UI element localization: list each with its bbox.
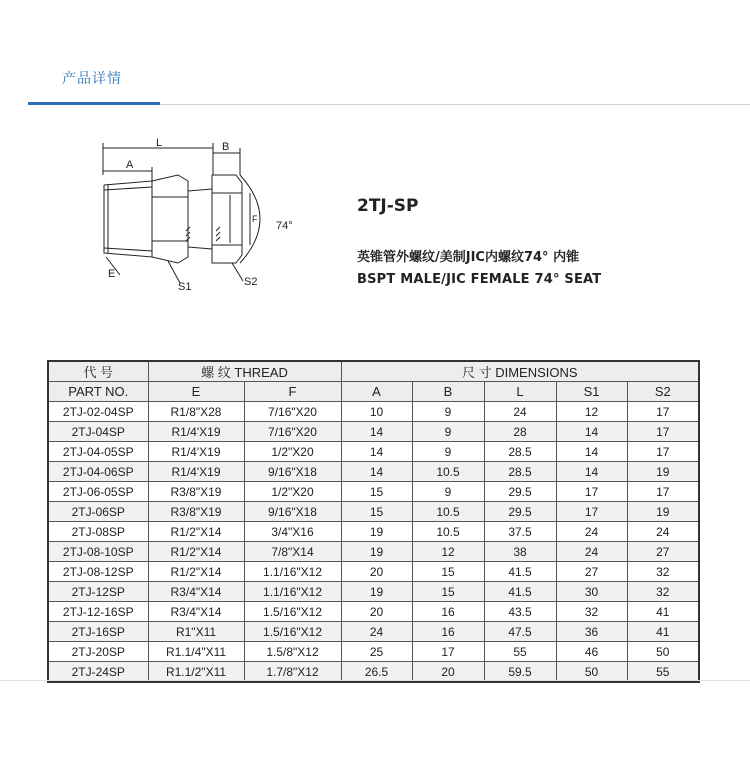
cell-s1: 12 <box>556 402 627 422</box>
cell-s2: 24 <box>627 522 699 542</box>
cell-s2: 27 <box>627 542 699 562</box>
header-f: F <box>244 382 341 402</box>
cell-s2: 41 <box>627 602 699 622</box>
table-row <box>48 582 699 602</box>
cell-a: 26.5 <box>341 662 412 683</box>
header-s2: S2 <box>627 382 699 402</box>
table-row <box>48 482 699 502</box>
cell-a: 15 <box>341 502 412 522</box>
cell-b: 20 <box>412 662 484 683</box>
header-l: L <box>484 382 556 402</box>
cell-l: 28.5 <box>484 462 556 482</box>
cell-f: 1.5/8"X12 <box>244 642 341 662</box>
cell-e: R1/4'X19 <box>148 462 244 482</box>
cell-s1: 32 <box>556 602 627 622</box>
cell-e: R1.1/4"X11 <box>148 642 244 662</box>
cell-part-no: 2TJ-06-05SP <box>48 482 148 502</box>
cell-f: 9/16"X18 <box>244 462 341 482</box>
table-row <box>48 502 699 522</box>
cell-e: R1/2"X14 <box>148 522 244 542</box>
cell-e: R3/4"X14 <box>148 602 244 622</box>
cell-s2: 19 <box>627 502 699 522</box>
header-part-no: PART NO. <box>48 382 148 402</box>
header-e: E <box>148 382 244 402</box>
header-thread: 螺 纹 THREAD <box>148 361 341 382</box>
cell-s2: 55 <box>627 662 699 683</box>
cell-s1: 46 <box>556 642 627 662</box>
cell-f: 1.5/16"X12 <box>244 602 341 622</box>
cell-a: 10 <box>341 402 412 422</box>
cell-part-no: 2TJ-02-04SP <box>48 402 148 422</box>
cell-e: R3/8"X19 <box>148 502 244 522</box>
cell-b: 17 <box>412 642 484 662</box>
table-row <box>48 522 699 542</box>
cell-part-no: 2TJ-12SP <box>48 582 148 602</box>
dim-label-s2: S2 <box>244 276 258 288</box>
table-row <box>48 622 699 642</box>
cell-e: R1/4'X19 <box>148 442 244 462</box>
cell-s2: 19 <box>627 462 699 482</box>
cell-f: 7/8"X14 <box>244 542 341 562</box>
cell-part-no: 2TJ-24SP <box>48 662 148 683</box>
cell-part-no: 2TJ-04SP <box>48 422 148 442</box>
header-a: A <box>341 382 412 402</box>
cell-s2: 17 <box>627 482 699 502</box>
cell-a: 15 <box>341 482 412 502</box>
cell-l: 55 <box>484 642 556 662</box>
cell-s1: 24 <box>556 542 627 562</box>
dim-label-a: A <box>126 159 134 171</box>
cell-s1: 50 <box>556 662 627 683</box>
cell-b: 16 <box>412 622 484 642</box>
cell-b: 9 <box>412 422 484 442</box>
cell-f: 3/4"X16 <box>244 522 341 542</box>
cell-f: 1.5/16"X12 <box>244 622 341 642</box>
cell-f: 7/16"X20 <box>244 422 341 442</box>
cell-b: 15 <box>412 582 484 602</box>
cell-s1: 27 <box>556 562 627 582</box>
cell-b: 10.5 <box>412 522 484 542</box>
cell-a: 14 <box>341 462 412 482</box>
cell-b: 15 <box>412 562 484 582</box>
section-title: 产品详情 <box>62 71 122 87</box>
cell-f: 1.1/16"X12 <box>244 562 341 582</box>
cell-f: 1/2"X20 <box>244 482 341 502</box>
cell-l: 24 <box>484 402 556 422</box>
product-description-cn: 英锥管外螺纹/美制JIC内螺纹74° 内锥 <box>357 250 580 265</box>
cell-part-no: 2TJ-08-12SP <box>48 562 148 582</box>
cell-e: R1/2"X14 <box>148 542 244 562</box>
header-code: 代 号 <box>48 361 148 382</box>
cell-part-no: 2TJ-12-16SP <box>48 602 148 622</box>
specification-table <box>47 360 700 683</box>
table-row <box>48 662 699 683</box>
cell-l: 41.5 <box>484 582 556 602</box>
cell-part-no: 2TJ-08-10SP <box>48 542 148 562</box>
cell-s1: 30 <box>556 582 627 602</box>
dim-label-angle: 74° <box>276 220 293 232</box>
bottom-divider <box>0 680 750 681</box>
cell-b: 10.5 <box>412 462 484 482</box>
table-row <box>48 462 699 482</box>
table-row <box>48 642 699 662</box>
cell-a: 20 <box>341 602 412 622</box>
table-row <box>48 542 699 562</box>
cell-part-no: 2TJ-04-05SP <box>48 442 148 462</box>
cell-e: R1/8"X28 <box>148 402 244 422</box>
section-title-underline <box>28 102 160 105</box>
cell-l: 29.5 <box>484 482 556 502</box>
cell-part-no: 2TJ-04-06SP <box>48 462 148 482</box>
cell-b: 9 <box>412 442 484 462</box>
cell-e: R1"X11 <box>148 622 244 642</box>
cell-s1: 36 <box>556 622 627 642</box>
cell-a: 14 <box>341 422 412 442</box>
cell-b: 9 <box>412 482 484 502</box>
specification-rows <box>48 402 699 683</box>
dim-label-f: F <box>252 214 258 224</box>
cell-e: R1/2"X14 <box>148 562 244 582</box>
cell-s1: 17 <box>556 482 627 502</box>
cell-a: 19 <box>341 542 412 562</box>
cell-l: 47.5 <box>484 622 556 642</box>
cell-e: R3/4"X14 <box>148 582 244 602</box>
cell-s1: 14 <box>556 462 627 482</box>
cell-e: R1/4'X19 <box>148 422 244 442</box>
cell-b: 12 <box>412 542 484 562</box>
cell-a: 24 <box>341 622 412 642</box>
cell-part-no: 2TJ-08SP <box>48 522 148 542</box>
cell-part-no: 2TJ-20SP <box>48 642 148 662</box>
cell-f: 9/16"X18 <box>244 502 341 522</box>
cell-b: 10.5 <box>412 502 484 522</box>
table-row <box>48 422 699 442</box>
cell-a: 25 <box>341 642 412 662</box>
cell-s1: 17 <box>556 502 627 522</box>
cell-s1: 14 <box>556 442 627 462</box>
cell-part-no: 2TJ-16SP <box>48 622 148 642</box>
cell-s2: 17 <box>627 442 699 462</box>
cell-part-no: 2TJ-06SP <box>48 502 148 522</box>
cell-b: 9 <box>412 402 484 422</box>
dim-label-b: B <box>222 141 230 153</box>
cell-f: 7/16"X20 <box>244 402 341 422</box>
cell-e: R3/8"X19 <box>148 482 244 502</box>
table-row <box>48 442 699 462</box>
table-row <box>48 602 699 622</box>
product-model: 2TJ-SP <box>357 196 419 216</box>
cell-a: 20 <box>341 562 412 582</box>
cell-s2: 32 <box>627 582 699 602</box>
cell-s2: 17 <box>627 402 699 422</box>
cell-s2: 50 <box>627 642 699 662</box>
cell-a: 19 <box>341 522 412 542</box>
cell-a: 19 <box>341 582 412 602</box>
header-dimensions: 尺 寸 DIMENSIONS <box>341 361 699 382</box>
cell-l: 41.5 <box>484 562 556 582</box>
cell-l: 38 <box>484 542 556 562</box>
cell-l: 28.5 <box>484 442 556 462</box>
header-b: B <box>412 382 484 402</box>
cell-s1: 14 <box>556 422 627 442</box>
cell-e: R1.1/2"X11 <box>148 662 244 683</box>
cell-l: 29.5 <box>484 502 556 522</box>
cell-l: 28 <box>484 422 556 442</box>
cell-s2: 17 <box>627 422 699 442</box>
cell-a: 14 <box>341 442 412 462</box>
table-row <box>48 402 699 422</box>
table-row <box>48 562 699 582</box>
cell-s1: 24 <box>556 522 627 542</box>
dim-label-s1: S1 <box>178 281 192 293</box>
fitting-drawing <box>90 135 310 300</box>
cell-l: 59.5 <box>484 662 556 683</box>
cell-f: 1.1/16"X12 <box>244 582 341 602</box>
header-s1: S1 <box>556 382 627 402</box>
product-description-en: BSPT MALE/JIC FEMALE 74° SEAT <box>357 272 602 287</box>
cell-s2: 32 <box>627 562 699 582</box>
cell-b: 16 <box>412 602 484 622</box>
cell-f: 1/2"X20 <box>244 442 341 462</box>
cell-l: 37.5 <box>484 522 556 542</box>
cell-l: 43.5 <box>484 602 556 622</box>
cell-f: 1.7/8"X12 <box>244 662 341 683</box>
dim-label-e: E <box>108 268 116 280</box>
dim-label-l: L <box>156 137 163 149</box>
cell-s2: 41 <box>627 622 699 642</box>
